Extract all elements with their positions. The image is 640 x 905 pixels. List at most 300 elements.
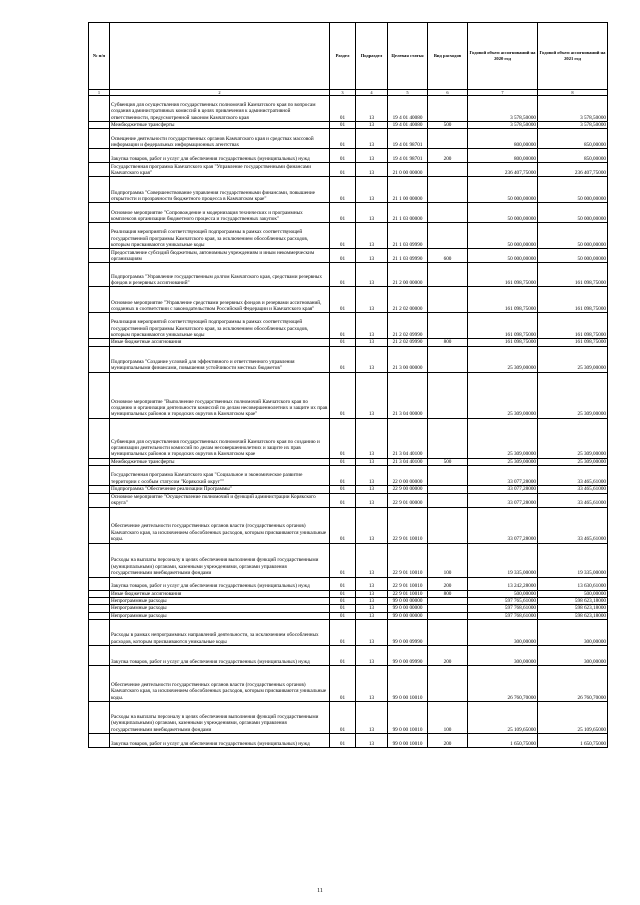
- cell-num: [89, 372, 110, 418]
- cell-amount-2020: 161 098,75000: [468, 263, 538, 287]
- table-row: [89, 263, 608, 287]
- cell-name: Закупка товаров, работ и услуг для обеспечения государственных (муниципальных) нужд: [110, 646, 330, 666]
- cell-name: Непрограммные расходы: [110, 605, 330, 612]
- table-row: [89, 458, 608, 465]
- cell-num: [89, 507, 110, 543]
- cell-amount-2021: 50 000,00000: [538, 249, 608, 263]
- col-number: 3: [330, 90, 356, 96]
- cell-num: [89, 577, 110, 590]
- cell-target-article: 21 2 02 09990: [388, 339, 428, 346]
- cell-expense-type: [428, 493, 468, 507]
- cell-num: [89, 466, 110, 486]
- cell-amount-2021: 598 623,18000: [538, 598, 608, 605]
- cell-name: Основное мероприятие "Управление средствами резервных фондов и резервами ассигнований, созданных в соответствии с законодательством Российской Федерации и Камчатского края": [110, 287, 330, 313]
- cell-razdel: 01: [330, 372, 356, 418]
- table-row: [89, 493, 608, 507]
- cell-expense-type: [428, 612, 468, 619]
- cell-amount-2020: 597 765,61000: [468, 598, 538, 605]
- cell-expense-type: [428, 598, 468, 605]
- cell-amount-2021: 850,00000: [538, 149, 608, 163]
- cell-razdel: 01: [330, 203, 356, 223]
- cell-num: [89, 129, 110, 149]
- cell-razdel: 01: [330, 418, 356, 458]
- cell-num: [89, 177, 110, 203]
- table-row: [89, 507, 608, 543]
- cell-podrazdel: 13: [356, 620, 388, 646]
- cell-name: Иные бюджетные ассигнования: [110, 339, 330, 346]
- cell-razdel: 01: [330, 177, 356, 203]
- cell-razdel: 01: [330, 149, 356, 163]
- cell-num: [89, 263, 110, 287]
- col-number: 4: [356, 90, 388, 96]
- cell-podrazdel: 13: [356, 223, 388, 249]
- cell-razdel: 01: [330, 734, 356, 748]
- cell-amount-2021: 25 309,00000: [538, 372, 608, 418]
- table-row: [89, 577, 608, 590]
- table-body: [89, 96, 608, 748]
- col-number: 1: [89, 90, 110, 96]
- cell-name: Основное мероприятие "Выполнение государственных полномочий Камчатского края по созданию и организации деятельности комиссий по делам несовершеннолетних и защите их прав муниципальных районов и городских округов в Камчатском крае": [110, 372, 330, 418]
- cell-num: [89, 313, 110, 339]
- cell-amount-2020: 25 309,00000: [468, 458, 538, 465]
- cell-amount-2021: 33 465,61000: [538, 507, 608, 543]
- cell-num: [89, 346, 110, 372]
- cell-expense-type: [428, 666, 468, 702]
- table-row: [89, 313, 608, 339]
- table-row: [89, 598, 608, 605]
- cell-podrazdel: 13: [356, 612, 388, 619]
- cell-target-article: 21 1 03 00000: [388, 203, 428, 223]
- cell-expense-type: 100: [428, 543, 468, 577]
- cell-expense-type: [428, 96, 468, 122]
- cell-podrazdel: 13: [356, 96, 388, 122]
- cell-target-article: 21 3 04 40100: [388, 418, 428, 458]
- cell-amount-2021: 33 465,61000: [538, 466, 608, 486]
- header-num: № п/п: [89, 23, 110, 90]
- cell-name: Непрограммные расходы: [110, 612, 330, 619]
- cell-num: [89, 339, 110, 346]
- cell-podrazdel: 13: [356, 646, 388, 666]
- cell-name: Реализация мероприятий соответствующей подпрограммы в рамках соответствующей государственной программы Камчатского края, за исключением обособленных расходов, которым присваиваются уникальные коды: [110, 223, 330, 249]
- cell-target-article: 99 0 00 09990: [388, 620, 428, 646]
- cell-amount-2021: 236 407,75000: [538, 163, 608, 177]
- cell-name: Иные бюджетные ассигнования: [110, 590, 330, 597]
- cell-razdel: 01: [330, 590, 356, 597]
- cell-name: Межбюджетные трансферты: [110, 458, 330, 465]
- cell-podrazdel: 13: [356, 346, 388, 372]
- cell-num: [89, 163, 110, 177]
- cell-amount-2021: 50 000,00000: [538, 223, 608, 249]
- col-number: 2: [110, 90, 330, 96]
- cell-target-article: 21 3 04 00000: [388, 372, 428, 418]
- cell-target-article: 22 9 01 10010: [388, 577, 428, 590]
- cell-name: Подпрограмма "Управление государственным долгом Камчатского края, средствами резервных фондов и резервных ассигнований": [110, 263, 330, 287]
- cell-name: Обеспечение деятельности государственных органов власти (государственных органов) Камчатского края, за исключением обособленных расходов, которым присваиваются уникальные коды.: [110, 666, 330, 702]
- table-row: [89, 223, 608, 249]
- cell-amount-2020: 597 768,61000: [468, 605, 538, 612]
- cell-name: Подпрограмма "Совершенствование управления государственными финансами, повышение открытости и прозрачности бюджетного процесса в Камчатском крае": [110, 177, 330, 203]
- cell-expense-type: 200: [428, 149, 468, 163]
- cell-podrazdel: 13: [356, 598, 388, 605]
- cell-amount-2020: 19 335,00000: [468, 543, 538, 577]
- cell-num: [89, 149, 110, 163]
- table-row: [89, 122, 608, 129]
- table-row: [89, 163, 608, 177]
- cell-razdel: 01: [330, 507, 356, 543]
- cell-num: [89, 598, 110, 605]
- cell-target-article: 19 4 01 98701: [388, 129, 428, 149]
- table-row: [89, 605, 608, 612]
- cell-amount-2021: 25 109,65000: [538, 702, 608, 734]
- cell-expense-type: [428, 223, 468, 249]
- cell-amount-2020: 50 000,00000: [468, 223, 538, 249]
- cell-num: [89, 620, 110, 646]
- cell-num: [89, 702, 110, 734]
- cell-podrazdel: 13: [356, 149, 388, 163]
- cell-podrazdel: 13: [356, 486, 388, 493]
- cell-target-article: 99 0 00 00000: [388, 598, 428, 605]
- cell-amount-2020: 50 000,00000: [468, 249, 538, 263]
- cell-amount-2020: 25 309,00000: [468, 418, 538, 458]
- cell-name: Государственная программа Камчатского края "Социальное и экономическое развитие территории с особым статусом "Корякский округ"": [110, 466, 330, 486]
- cell-name: Закупка товаров, работ и услуг для обеспечения государственных (муниципальных) нужд: [110, 577, 330, 590]
- col-number: 7: [468, 90, 538, 96]
- cell-razdel: 01: [330, 96, 356, 122]
- cell-name: Закупка товаров, работ и услуг для обеспечения государственных (муниципальных) нужд: [110, 149, 330, 163]
- table-row: [89, 486, 608, 493]
- header-2021: Годовой объем ассигнований на 2021 год: [538, 23, 608, 90]
- cell-amount-2021: 50 000,00000: [538, 177, 608, 203]
- cell-podrazdel: 13: [356, 458, 388, 465]
- cell-target-article: 19 4 01 40080: [388, 122, 428, 129]
- cell-podrazdel: 13: [356, 263, 388, 287]
- cell-target-article: 99 0 00 09990: [388, 646, 428, 666]
- cell-expense-type: 500: [428, 122, 468, 129]
- cell-target-article: 99 0 00 10010: [388, 666, 428, 702]
- cell-num: [89, 122, 110, 129]
- cell-amount-2020: 33 077,28000: [468, 507, 538, 543]
- cell-amount-2021: 25 309,00000: [538, 458, 608, 465]
- cell-expense-type: [428, 418, 468, 458]
- cell-name: Обеспечение деятельности государственных органов власти (государственных органов) Камчатского края, за исключением обособленных расходов, которым присваиваются уникальные коды.: [110, 507, 330, 543]
- cell-amount-2021: 500,00000: [538, 590, 608, 597]
- cell-amount-2020: 25 309,00000: [468, 372, 538, 418]
- cell-podrazdel: 13: [356, 418, 388, 458]
- cell-razdel: 01: [330, 666, 356, 702]
- cell-expense-type: [428, 163, 468, 177]
- cell-podrazdel: 13: [356, 372, 388, 418]
- cell-podrazdel: 13: [356, 734, 388, 748]
- cell-name: Государственная программа Камчатского края "Управление государственными финансами Камчатского края": [110, 163, 330, 177]
- cell-amount-2021: 161 098,75000: [538, 287, 608, 313]
- cell-expense-type: [428, 313, 468, 339]
- cell-target-article: 21 0 00 00000: [388, 163, 428, 177]
- cell-target-article: 19 4 01 40080: [388, 96, 428, 122]
- cell-razdel: 01: [330, 129, 356, 149]
- cell-amount-2021: 300,00000: [538, 646, 608, 666]
- cell-name: Закупка товаров, работ и услуг для обеспечения государственных (муниципальных) нужд: [110, 734, 330, 748]
- table-row: [89, 287, 608, 313]
- table-row: [89, 372, 608, 418]
- cell-target-article: 21 2 02 09990: [388, 313, 428, 339]
- budget-table: [88, 22, 608, 748]
- cell-amount-2021: 161 098,75000: [538, 339, 608, 346]
- table-row: [89, 177, 608, 203]
- table-row: [89, 702, 608, 734]
- cell-num: [89, 493, 110, 507]
- cell-podrazdel: 13: [356, 177, 388, 203]
- cell-name: Предоставление субсидий бюджетным, автономным учреждениям и иным некоммерческим организациям: [110, 249, 330, 263]
- table-row: [89, 129, 608, 149]
- cell-podrazdel: 13: [356, 577, 388, 590]
- cell-target-article: 21 1 03 09990: [388, 249, 428, 263]
- cell-num: [89, 486, 110, 493]
- cell-podrazdel: 13: [356, 605, 388, 612]
- cell-podrazdel: 13: [356, 313, 388, 339]
- cell-amount-2020: 300,00000: [468, 646, 538, 666]
- cell-name: Освещение деятельности государственных органов Камчатского края и средствах массовой информации и федеральных информационных агентствах: [110, 129, 330, 149]
- table-row: [89, 203, 608, 223]
- cell-amount-2020: 33 077,28000: [468, 486, 538, 493]
- header-2020: Годовой объем ассигнований на 2020 год: [468, 23, 538, 90]
- cell-name: Основное мероприятие "Осуществление полномочий и функций администрации Корякского округа": [110, 493, 330, 507]
- cell-expense-type: [428, 372, 468, 418]
- cell-razdel: 01: [330, 163, 356, 177]
- cell-expense-type: 100: [428, 702, 468, 734]
- cell-num: [89, 543, 110, 577]
- cell-amount-2020: 161 098,75000: [468, 287, 538, 313]
- cell-razdel: 01: [330, 223, 356, 249]
- table-row: [89, 339, 608, 346]
- cell-target-article: 21 2 02 00000: [388, 287, 428, 313]
- cell-name: Подпрограмма "Создание условий для эффективного и ответственного управления муниципальными финансами, повышения устойчивости местных бюджетов": [110, 346, 330, 372]
- cell-expense-type: 600: [428, 249, 468, 263]
- cell-amount-2020: 25 109,65000: [468, 702, 538, 734]
- cell-expense-type: [428, 203, 468, 223]
- cell-razdel: 01: [330, 620, 356, 646]
- header-podrazdel: Подраздел: [356, 23, 388, 90]
- cell-name: Субвенция для осуществления государственных полномочий Камчатского края по вопросам создания административных комиссий в целях привлечения к административной ответственности, предусмотренной законом Камчатского края: [110, 96, 330, 122]
- cell-target-article: 21 1 03 09990: [388, 223, 428, 249]
- cell-amount-2020: 236 407,75000: [468, 163, 538, 177]
- cell-name: Межбюджетные трансферты: [110, 122, 330, 129]
- cell-razdel: 01: [330, 612, 356, 619]
- cell-expense-type: [428, 486, 468, 493]
- cell-razdel: 01: [330, 543, 356, 577]
- cell-amount-2020: 161 098,75000: [468, 339, 538, 346]
- cell-amount-2020: 33 077,28000: [468, 493, 538, 507]
- cell-target-article: 22 0 00 00000: [388, 466, 428, 486]
- cell-razdel: 01: [330, 598, 356, 605]
- cell-expense-type: [428, 129, 468, 149]
- cell-amount-2021: 161 098,75000: [538, 263, 608, 287]
- cell-amount-2021: 300,00000: [538, 620, 608, 646]
- cell-amount-2021: 50 000,00000: [538, 203, 608, 223]
- cell-podrazdel: 13: [356, 466, 388, 486]
- cell-num: [89, 287, 110, 313]
- cell-podrazdel: 13: [356, 287, 388, 313]
- cell-razdel: 01: [330, 486, 356, 493]
- cell-amount-2020: 13 242,28000: [468, 577, 538, 590]
- cell-amount-2020: 3 578,50000: [468, 96, 538, 122]
- header-row: [89, 23, 608, 90]
- cell-razdel: 01: [330, 346, 356, 372]
- cell-podrazdel: 13: [356, 507, 388, 543]
- cell-amount-2021: 13 630,61000: [538, 577, 608, 590]
- cell-amount-2021: 3 578,50000: [538, 122, 608, 129]
- cell-podrazdel: 13: [356, 590, 388, 597]
- cell-target-article: 99 0 00 00000: [388, 605, 428, 612]
- cell-target-article: 21 3 04 40100: [388, 458, 428, 465]
- cell-name: Реализация мероприятий соответствующей подпрограммы в рамках соответствующей государственной программы Камчатского края, за исключением обособленных расходов, которым присваиваются уникальные коды: [110, 313, 330, 339]
- header-name: [110, 23, 330, 90]
- cell-razdel: 01: [330, 458, 356, 465]
- cell-name: Расходы на выплаты персоналу в целях обеспечения выполнения функций государственными (муниципальными) органами, казенными учреждениями, органами управления государственными внебюджетными фондами: [110, 702, 330, 734]
- cell-num: [89, 612, 110, 619]
- cell-amount-2020: 800,00000: [468, 149, 538, 163]
- cell-target-article: 21 1 00 00000: [388, 177, 428, 203]
- cell-amount-2020: 300,00000: [468, 620, 538, 646]
- cell-name: Подпрограмма "Обеспечение реализации Программы": [110, 486, 330, 493]
- cell-target-article: 99 0 00 10010: [388, 702, 428, 734]
- cell-target-article: 22 9 01 10010: [388, 507, 428, 543]
- cell-amount-2021: 25 309,00000: [538, 418, 608, 458]
- cell-razdel: 01: [330, 313, 356, 339]
- cell-expense-type: [428, 177, 468, 203]
- cell-amount-2020: 26 760,70000: [468, 666, 538, 702]
- cell-podrazdel: 13: [356, 163, 388, 177]
- cell-podrazdel: 13: [356, 543, 388, 577]
- cell-podrazdel: 13: [356, 203, 388, 223]
- page-number: 11: [317, 888, 323, 894]
- cell-amount-2021: 25 309,00000: [538, 346, 608, 372]
- cell-expense-type: [428, 507, 468, 543]
- cell-target-article: 99 0 00 10010: [388, 734, 428, 748]
- cell-num: [89, 646, 110, 666]
- cell-razdel: 01: [330, 646, 356, 666]
- table-row: [89, 590, 608, 597]
- cell-razdel: 01: [330, 493, 356, 507]
- cell-amount-2021: 33 465,61000: [538, 493, 608, 507]
- table-row: [89, 612, 608, 619]
- cell-num: [89, 666, 110, 702]
- cell-expense-type: [428, 620, 468, 646]
- cell-amount-2020: 33 077,28000: [468, 466, 538, 486]
- cell-target-article: 22 9 01 10010: [388, 590, 428, 597]
- cell-expense-type: [428, 605, 468, 612]
- cell-expense-type: [428, 287, 468, 313]
- cell-expense-type: [428, 263, 468, 287]
- cell-target-article: 22 9 00 00000: [388, 486, 428, 493]
- cell-podrazdel: 13: [356, 249, 388, 263]
- cell-target-article: 19 4 01 98701: [388, 149, 428, 163]
- cell-expense-type: [428, 466, 468, 486]
- cell-name: Субвенция для осуществления государственных полномочий Камчатского края по созданию и организации деятельности комиссий по делам несовершеннолетних и защите их прав муниципальных районов и городских округов в Камчатском крае: [110, 418, 330, 458]
- cell-podrazdel: 13: [356, 702, 388, 734]
- cell-razdel: 01: [330, 577, 356, 590]
- table-row: [89, 466, 608, 486]
- cell-num: [89, 249, 110, 263]
- cell-amount-2021: 850,00000: [538, 129, 608, 149]
- table-row: [89, 646, 608, 666]
- cell-podrazdel: 13: [356, 666, 388, 702]
- cell-amount-2021: 1 650,75000: [538, 734, 608, 748]
- col-number: 8: [538, 90, 608, 96]
- cell-amount-2020: 1 650,75000: [468, 734, 538, 748]
- table-row: [89, 734, 608, 748]
- table-row: [89, 346, 608, 372]
- cell-razdel: 01: [330, 605, 356, 612]
- table-row: [89, 249, 608, 263]
- cell-amount-2021: 161 098,75000: [538, 313, 608, 339]
- table-row: [89, 620, 608, 646]
- cell-name: Расходы в рамках непрограммных направлений деятельности, за исключением обособленных расходов, которым присваиваются уникальные коды: [110, 620, 330, 646]
- cell-expense-type: 800: [428, 339, 468, 346]
- cell-amount-2021: 598 623,18000: [538, 605, 608, 612]
- cell-target-article: 99 0 00 00000: [388, 612, 428, 619]
- cell-amount-2020: 50 000,00000: [468, 203, 538, 223]
- cell-target-article: 22 9 01 10010: [388, 543, 428, 577]
- cell-amount-2020: 3 578,50000: [468, 122, 538, 129]
- cell-num: [89, 418, 110, 458]
- cell-expense-type: 200: [428, 577, 468, 590]
- cell-name: Основное мероприятие "Сопровождение и модернизация технических и программных комплексов организации бюджетного процесса и государственных закупок": [110, 203, 330, 223]
- cell-podrazdel: 13: [356, 339, 388, 346]
- cell-expense-type: [428, 346, 468, 372]
- cell-razdel: 01: [330, 702, 356, 734]
- cell-podrazdel: 13: [356, 122, 388, 129]
- header-razdel: Раздел: [330, 23, 356, 90]
- cell-amount-2020: 800,00000: [468, 129, 538, 149]
- cell-num: [89, 458, 110, 465]
- table-row: [89, 666, 608, 702]
- cell-target-article: 21 3 00 00000: [388, 346, 428, 372]
- cell-num: [89, 605, 110, 612]
- cell-amount-2021: 598 623,18000: [538, 612, 608, 619]
- cell-target-article: 22 9 01 00000: [388, 493, 428, 507]
- cell-expense-type: 200: [428, 646, 468, 666]
- col-number: 5: [388, 90, 428, 96]
- cell-num: [89, 590, 110, 597]
- cell-amount-2020: 50 000,00000: [468, 177, 538, 203]
- table-row: [89, 543, 608, 577]
- header-cs: Целевая статья: [388, 23, 428, 90]
- cell-expense-type: 200: [428, 734, 468, 748]
- cell-razdel: 01: [330, 263, 356, 287]
- cell-razdel: 01: [330, 339, 356, 346]
- cell-amount-2021: 3 578,50000: [538, 96, 608, 122]
- col-number: 6: [428, 90, 468, 96]
- cell-expense-type: 500: [428, 458, 468, 465]
- cell-razdel: 01: [330, 249, 356, 263]
- cell-amount-2020: 161 098,75000: [468, 313, 538, 339]
- table-row: [89, 96, 608, 122]
- cell-amount-2021: 19 335,00000: [538, 543, 608, 577]
- cell-razdel: 01: [330, 466, 356, 486]
- cell-amount-2021: 33 465,61000: [538, 486, 608, 493]
- cell-razdel: 01: [330, 287, 356, 313]
- cell-name: Непрограммные расходы: [110, 598, 330, 605]
- cell-amount-2021: 26 760,70000: [538, 666, 608, 702]
- cell-num: [89, 223, 110, 249]
- cell-podrazdel: 13: [356, 129, 388, 149]
- cell-target-article: 21 2 00 00000: [388, 263, 428, 287]
- table-row: [89, 149, 608, 163]
- cell-amount-2020: 25 309,00000: [468, 346, 538, 372]
- cell-expense-type: 800: [428, 590, 468, 597]
- cell-podrazdel: 13: [356, 493, 388, 507]
- cell-name: Расходы на выплаты персоналу в целях обеспечения выполнения функций государственными (муниципальными) органами, казенными учреждениями, органами управления государственными внебюджетными фондами: [110, 543, 330, 577]
